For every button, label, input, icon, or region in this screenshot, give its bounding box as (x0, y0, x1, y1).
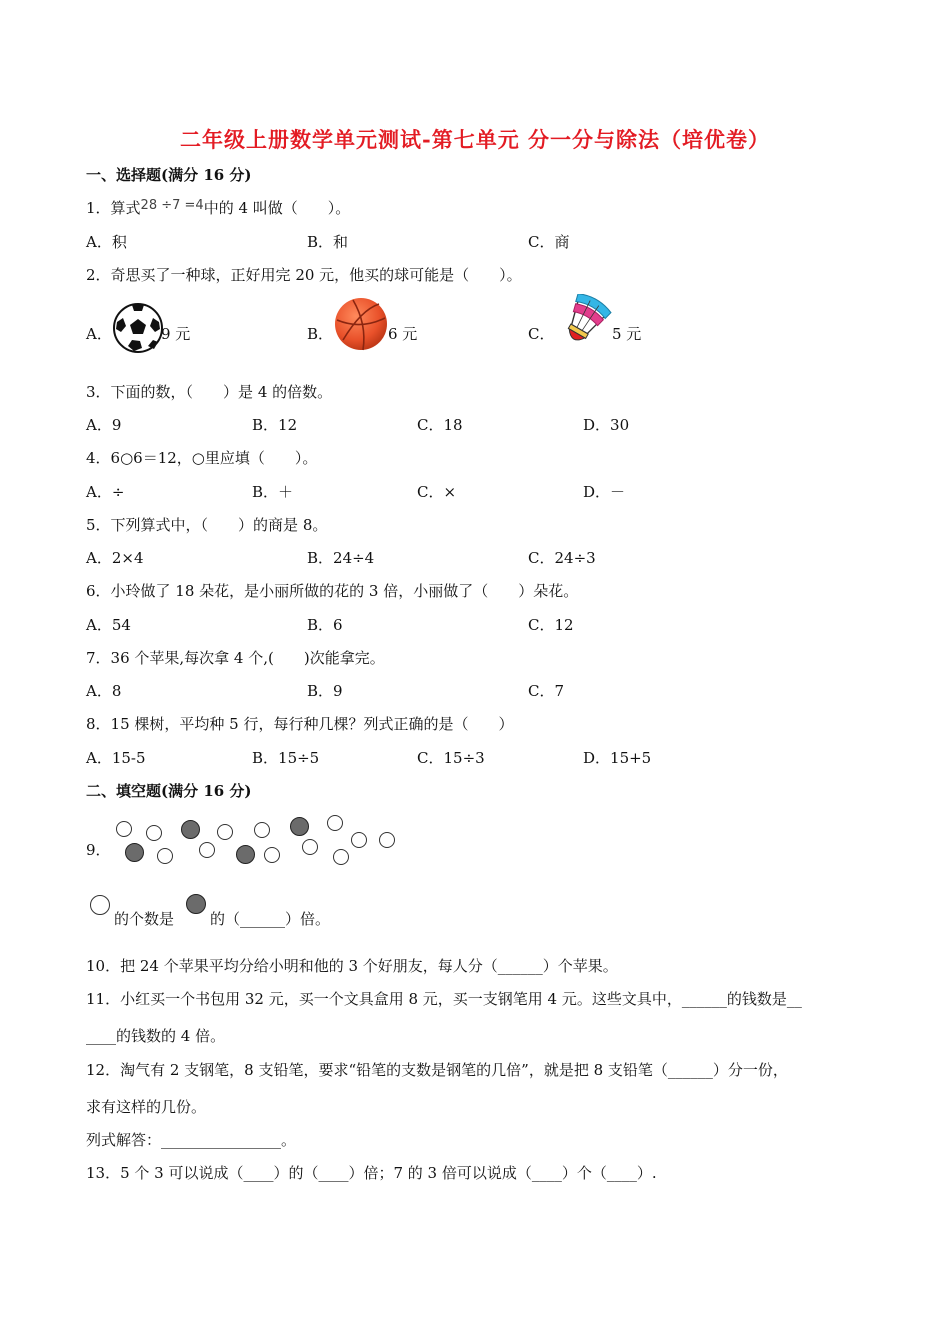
question-6: 6．小玲做了 18 朵花，是小丽所做的花的 3 倍，小丽做了（ ）朵花。 (86, 582, 579, 600)
q1-option-a: A．积 (86, 233, 127, 251)
q4-option-b: B．＋ (252, 483, 294, 501)
question-4: 4．6○6＝12，○里应填（ ）。 (86, 449, 318, 467)
q7-option-b: B．9 (307, 682, 343, 700)
question-8: 8．15 棵树，平均种 5 行，每行种几棵？列式正确的是（ ） (86, 715, 514, 733)
q5-option-b: B．24÷4 (307, 549, 375, 567)
white-circle (327, 815, 343, 831)
q3-option-b: B．12 (252, 416, 298, 434)
gray-circle (290, 817, 309, 836)
gray-circle (181, 820, 200, 839)
white-circle (302, 839, 318, 855)
white-circle (157, 848, 173, 864)
q2-option-a-price: 9 元 (161, 325, 191, 343)
question-12-line-3: 列式解答：________________。 (86, 1131, 297, 1149)
section-heading-choice: 一、选择题(满分 16 分) (86, 166, 252, 184)
white-circle (379, 832, 395, 848)
question-9-label: 9． (86, 841, 111, 859)
question-13: 13．5 个 3 可以说成（____）的（____）倍；7 的 3 倍可以说成（____）个（____）. (86, 1164, 657, 1182)
soccer-ball-icon (112, 302, 164, 354)
q1-option-b: B．和 (307, 233, 349, 251)
white-circle (146, 825, 162, 841)
question-7: 7．36 个苹果,每次拿 4 个,( )次能拿完。 (86, 649, 385, 667)
section-heading-fill: 二、填空题(满分 16 分) (86, 782, 252, 800)
white-circle (116, 821, 132, 837)
q4-option-d: D．－ (583, 483, 626, 501)
q1-option-c: C．商 (528, 233, 570, 251)
q6-option-b: B．6 (307, 616, 343, 634)
q6-option-c: C．12 (528, 616, 574, 634)
question-12-line-1: 12．淘气有 2 支钢笔，8 支铅笔，要求“铅笔的支数是钢笔的几倍”，就是把 8 支铅笔（______）分一份， (86, 1061, 788, 1079)
q8-option-d: D．15+5 (583, 749, 652, 767)
q8-option-c: C．15÷3 (417, 749, 485, 767)
q2-option-c-label: C． (528, 325, 555, 343)
q2-option-b-price: 6 元 (388, 325, 418, 343)
question-1-expression: 28 ÷7 =4 (140, 198, 204, 213)
q5-option-a: A．2×4 (86, 549, 144, 567)
q4-option-a: A．÷ (86, 483, 125, 501)
question-2: 2．奇思买了一种球，正好用完 20 元，他买的球可能是（ ）。 (86, 266, 522, 284)
question-11-line-2: ____的钱数的 4 倍。 (86, 1027, 226, 1045)
q8-option-a: A．15-5 (86, 749, 146, 767)
white-circle (351, 832, 367, 848)
q7-option-c: C．7 (528, 682, 565, 700)
white-circle (199, 842, 215, 858)
q2-option-b-label: B． (307, 325, 334, 343)
q8-option-b: B．15÷5 (252, 749, 320, 767)
white-circle (264, 847, 280, 863)
question-11-line-1: 11．小红买一个书包用 32 元，买一个文具盒用 8 元，买一支钢笔用 4 元。这些文具中，______的钱数是__ (86, 990, 802, 1008)
question-3: 3．下面的数，（ ）是 4 的倍数。 (86, 383, 333, 401)
gray-circle (125, 843, 144, 862)
white-circle (217, 824, 233, 840)
question-9-text-mid: 的个数是 (114, 910, 175, 928)
white-circle (333, 849, 349, 865)
q3-option-a: A．9 (86, 416, 122, 434)
white-circle-legend (90, 895, 110, 915)
q6-option-a: A．54 (86, 616, 131, 634)
question-1-suffix: 中的 4 叫做（ ）。 (203, 199, 351, 217)
gray-circle-legend (186, 894, 206, 914)
question-12-line-2: 求有这样的几份。 (86, 1098, 207, 1116)
question-5: 5．下列算式中，（ ）的商是 8。 (86, 516, 328, 534)
q2-option-a-label: A． (86, 325, 112, 343)
white-circle (254, 822, 270, 838)
page-title: 二年级上册数学单元测试-第七单元 分一分与除法（培优卷） (179, 127, 771, 152)
shuttlecock-icon (552, 294, 614, 352)
q4-option-c: C．× (417, 483, 457, 501)
q3-option-c: C．18 (417, 416, 463, 434)
q2-option-c-price: 5 元 (612, 325, 642, 343)
question-10: 10．把 24 个苹果平均分给小明和他的 3 个好朋友，每人分（______）个苹果。 (86, 957, 618, 975)
question-1-prefix: 1．算式 (86, 199, 141, 217)
q7-option-a: A．8 (86, 682, 122, 700)
basketball-icon (333, 296, 389, 352)
gray-circle (236, 845, 255, 864)
q3-option-d: D．30 (583, 416, 630, 434)
question-9-text-end: 的（______）倍。 (210, 910, 331, 928)
question-1 (86, 197, 350, 218)
q5-option-c: C．24÷3 (528, 549, 596, 567)
